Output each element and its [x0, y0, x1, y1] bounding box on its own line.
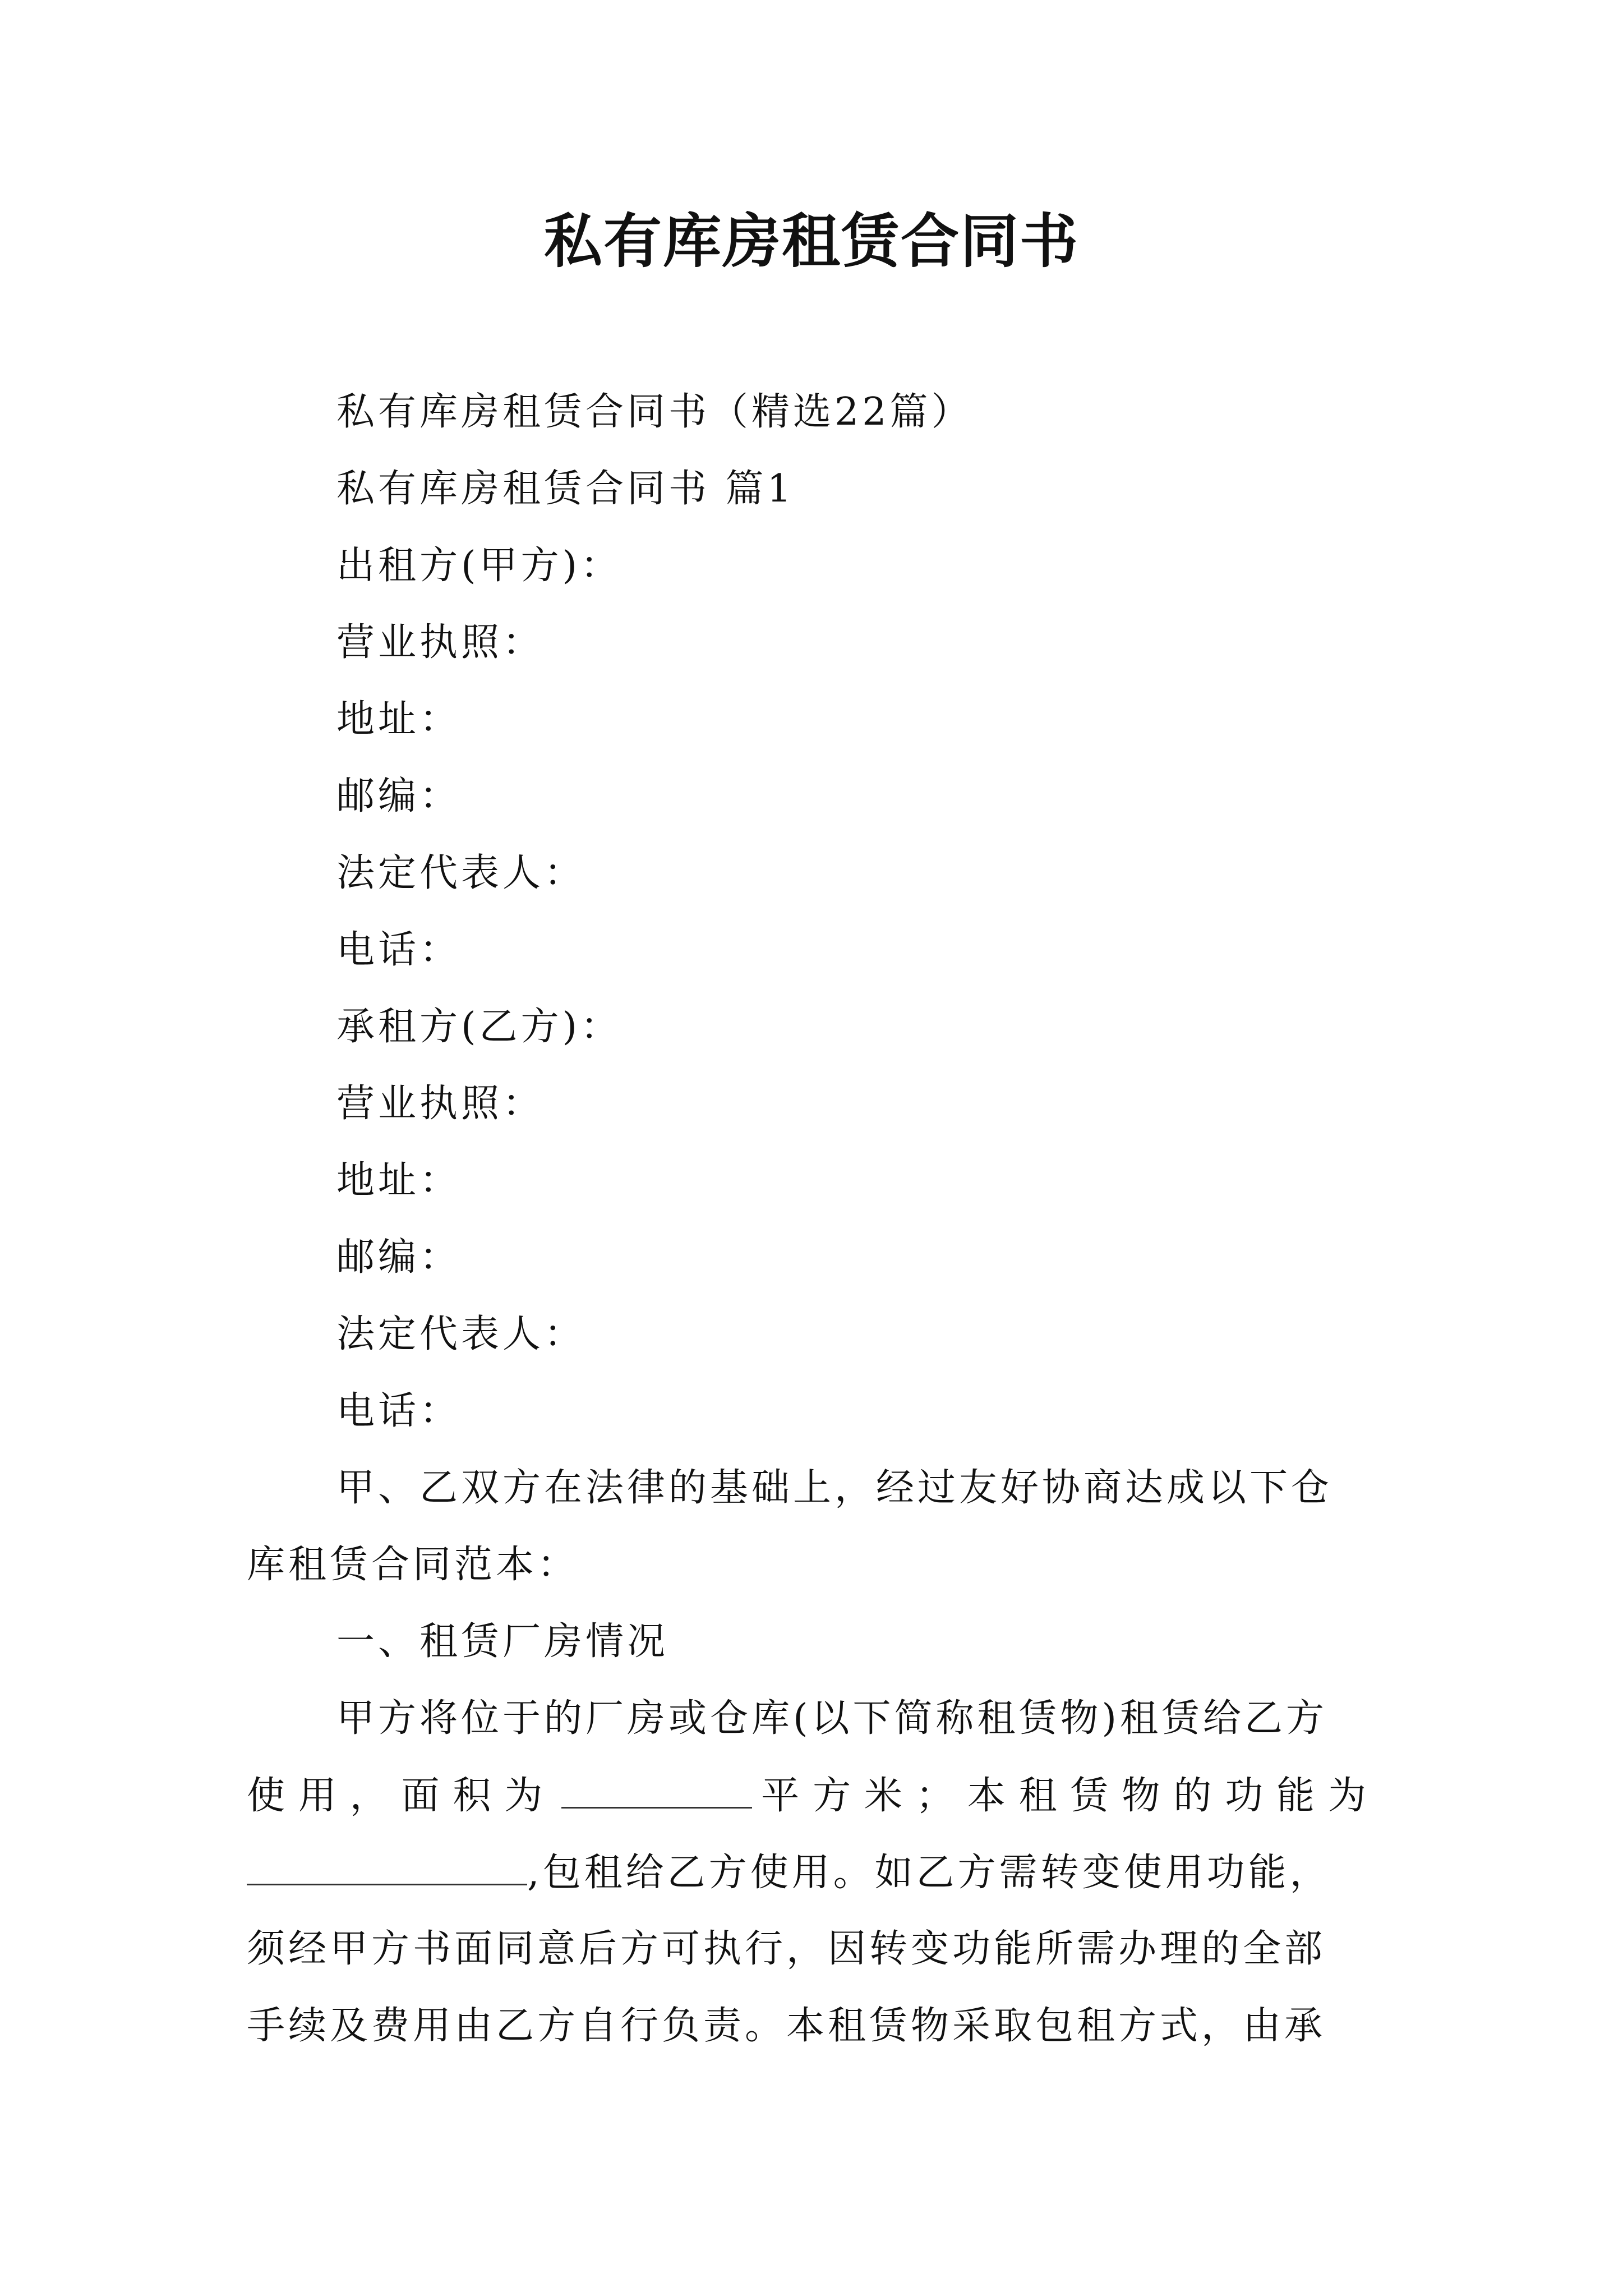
lessee-phone: 电话：	[336, 1389, 462, 1433]
lessee-representative: 法定代表人：	[336, 1312, 586, 1356]
document-subtitle: 私有库房租赁合同书（精选22篇）	[336, 390, 973, 434]
section-1-line-2	[247, 1768, 1376, 1824]
lessee-license: 营业执照：	[336, 1082, 545, 1126]
section-1-line-3	[247, 1844, 1376, 1901]
chapter-heading: 私有库房租赁合同书 篇1	[336, 467, 795, 511]
area-label: 使用，面积为	[247, 1774, 556, 1818]
lessee-postcode: 邮编：	[336, 1235, 462, 1280]
lessor-heading: 出租方(甲方)：	[336, 544, 623, 588]
function-label: 平方米；本租赁物的功能为	[758, 1774, 1376, 1818]
page-title: 私有库房租赁合同书	[543, 206, 1079, 275]
lessee-address: 地址：	[336, 1158, 462, 1203]
lessor-representative: 法定代表人：	[336, 851, 586, 895]
intro-line-1: 甲、乙双方在法律的基础上，经过友好协商达成以下仓	[336, 1466, 1333, 1510]
lessee-heading: 承租方(乙方)：	[336, 1005, 623, 1049]
section-1-line-4: 须经甲方书面同意后方可执行，因转变功能所需办理的全部	[247, 1927, 1326, 1971]
function-blank	[247, 1844, 527, 1885]
section-1-line-5: 手续及费用由乙方自行负责。本租赁物采取包租方式，由承	[247, 2004, 1326, 2048]
lessor-postcode: 邮编：	[336, 774, 462, 818]
lessor-address: 地址：	[336, 697, 462, 742]
intro-line-2: 库租赁合同范本：	[247, 1543, 579, 1587]
section-1-line-1: 甲方将位于的厂房或仓库(以下简称租赁物)租赁给乙方	[336, 1696, 1328, 1741]
lease-usage-text: ,包租给乙方使用。如乙方需转变使用功能，	[527, 1851, 1331, 1895]
lessor-license: 营业执照：	[336, 620, 545, 665]
area-blank	[561, 1768, 752, 1809]
section-1-heading: 一、租赁厂房情况	[336, 1619, 669, 1664]
lessor-phone: 电话：	[336, 928, 462, 972]
